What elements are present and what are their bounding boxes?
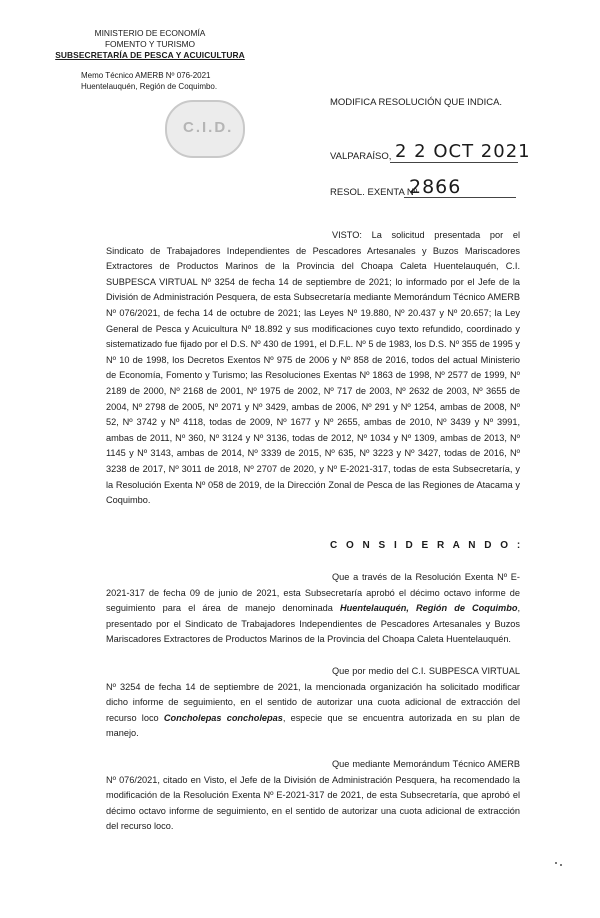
considerando-paragraph-1 [106,570,520,648]
ministry-name: MINISTERIO DE ECONOMÍA [94,28,206,38]
considerando-1-rest: , presentado por el Sindicato de Trabajadores Independientes de Pescadores Artesanales y Buzos Mariscadores Extractores de Productos Marinos de la Provincia del Choapa Caleta Huentelauquén. [106,603,521,645]
memo-reference: Memo Técnico AMERB Nº 076-2021 [81,71,211,80]
ministry-subtitle: FOMENTO Y TURISMO [104,39,196,49]
considerando-1-text: Que a través de la Resolución Exenta Nº E-2021-317 de fecha 09 de junio de 2021, esta Subsecretaría aprobó el décimo octavo informe de seguimiento para el área de manejo denominada [106,572,520,614]
stamped-date: 2 2 OCT 2021 [395,141,531,162]
considerando-3-text: Que mediante Memorándum Técnico AMERB Nº 076/2021, citado en Visto, el Jefe de la División de Administración Pesquera, ha recomendado la modificación de la Resolución Exenta Nº E-2021-317 de 2021, de esta Subsecretaría, que aprobó el décimo octavo informe de seguimiento, en el sentido de autorizar una cuota adicional de extracción del recurso loco. [106,759,520,832]
visto-lead: VISTO: [332,230,362,240]
place-reference: Huentelauquén, Región de Coquimbo. [81,82,218,91]
considerando-2-text: Que por medio del C.I. SUBPESCA VIRTUAL Nº 3254 de fecha 14 de septiembre de 2021, la mencionada organización ha solicitado modificar dicho informe de seguimiento, en el sentido de autorizar una cuota adicional de extracción del recurso loco [106,666,520,723]
area-name: Huentelauquén, Región de Coquimbo [340,603,518,614]
resolution-underline [404,197,516,198]
document-title: MODIFICA RESOLUCIÓN QUE INDICA. [330,97,503,108]
resolution-label: RESOL. EXENTA Nº [330,187,418,198]
reception-stamp [165,100,245,158]
date-underline [390,162,518,163]
visto-text: La solicitud presentada por el Sindicato de Trabajadores Independientes de Pescadores Artesanales y Buzos Mariscadores Extractores de Productos Marinos de la Provincia del Choapa Caleta Huentelauquén, C.I. SUBPESCA VIRTUAL Nº 3254 de fecha 14 de septiembre de 2021; lo informado por el Jefe de la División de Administración Pesquera, de esta Subsecretaría mediante Memorándum Técnico AMERB Nº 076/2021, de fecha 14 de octubre de 2021; las Leyes Nº 19.880, Nº 20.437 y Nº 20.657; la Ley General de Pesca y Acuicultura Nº 18.892 y sus modificaciones cuyo texto refundido, coordinado y sistematizado fue fijado por el D.S. Nº 430 de 1991, el D.F.L. Nº 5 de 1983, los D.S. Nº 355 de 1995 y Nº 10 de 1998, los Decretos Exentos Nº 975 de 2006 y Nº 858 de 2016, todos del actual Ministerio de Economía, Fomento y Turismo; las Resoluciones Exentas Nº 1863 de 1998, Nº 2577 de 1999, Nº 2189 de 2000, Nº 2168 de 2001, Nº 1975 de 2002, Nº 717 de 2003, Nº 2632 de 2003, Nº 3655 de 2004, Nº 2798 de 2005, Nº 2071 y Nº 3429, ambas de 2006, Nº 291 y Nº 1254, ambas de 2008, Nº 52, Nº 3742 y Nº 4118, todas de 2009, Nº 1677 y Nº 2655, ambas de 2010, Nº 3439 y Nº 3991, ambas de 2011, Nº 360, Nº 3124 y Nº 3136, todas de 2012, Nº 1034 y Nº 1309, ambas de 2013, Nº 1145 y Nº 3143, ambas de 2014, Nº 3339 de 2015, Nº 635, Nº 3223 y Nº 3427, todas de 2016, Nº 3238 de 2017, Nº 3011 de 2018, Nº 2707 de 2020, y Nº E-2021-317, todas de esta Subsecretaría, y la Resolución Exenta Nº 058 de 2019, de la Dirección Zonal de Pesca de las Regiones de Atacama y Coquimbo. [106,230,520,506]
considerando-2-rest: , especie que se encuentra autorizada en su plan de manejo. [106,712,520,739]
city-label: VALPARAÍSO, [330,151,392,162]
resolution-number: 2866 [409,176,462,198]
considerando-paragraph-3 [106,757,520,835]
considerando-heading: C O N S I D E R A N D O : [330,540,524,551]
species-name: Concholepas concholepas [163,712,283,723]
scan-mark [560,864,562,866]
visto-paragraph [106,228,520,509]
considerando-paragraph-2 [106,664,520,742]
undersecretariat-name: SUBSECRETARÍA DE PESCA Y ACUICULTURA [55,50,245,60]
scan-mark [555,862,557,864]
stamp-text: C.I.D. [183,119,234,136]
letterhead [52,28,248,61]
